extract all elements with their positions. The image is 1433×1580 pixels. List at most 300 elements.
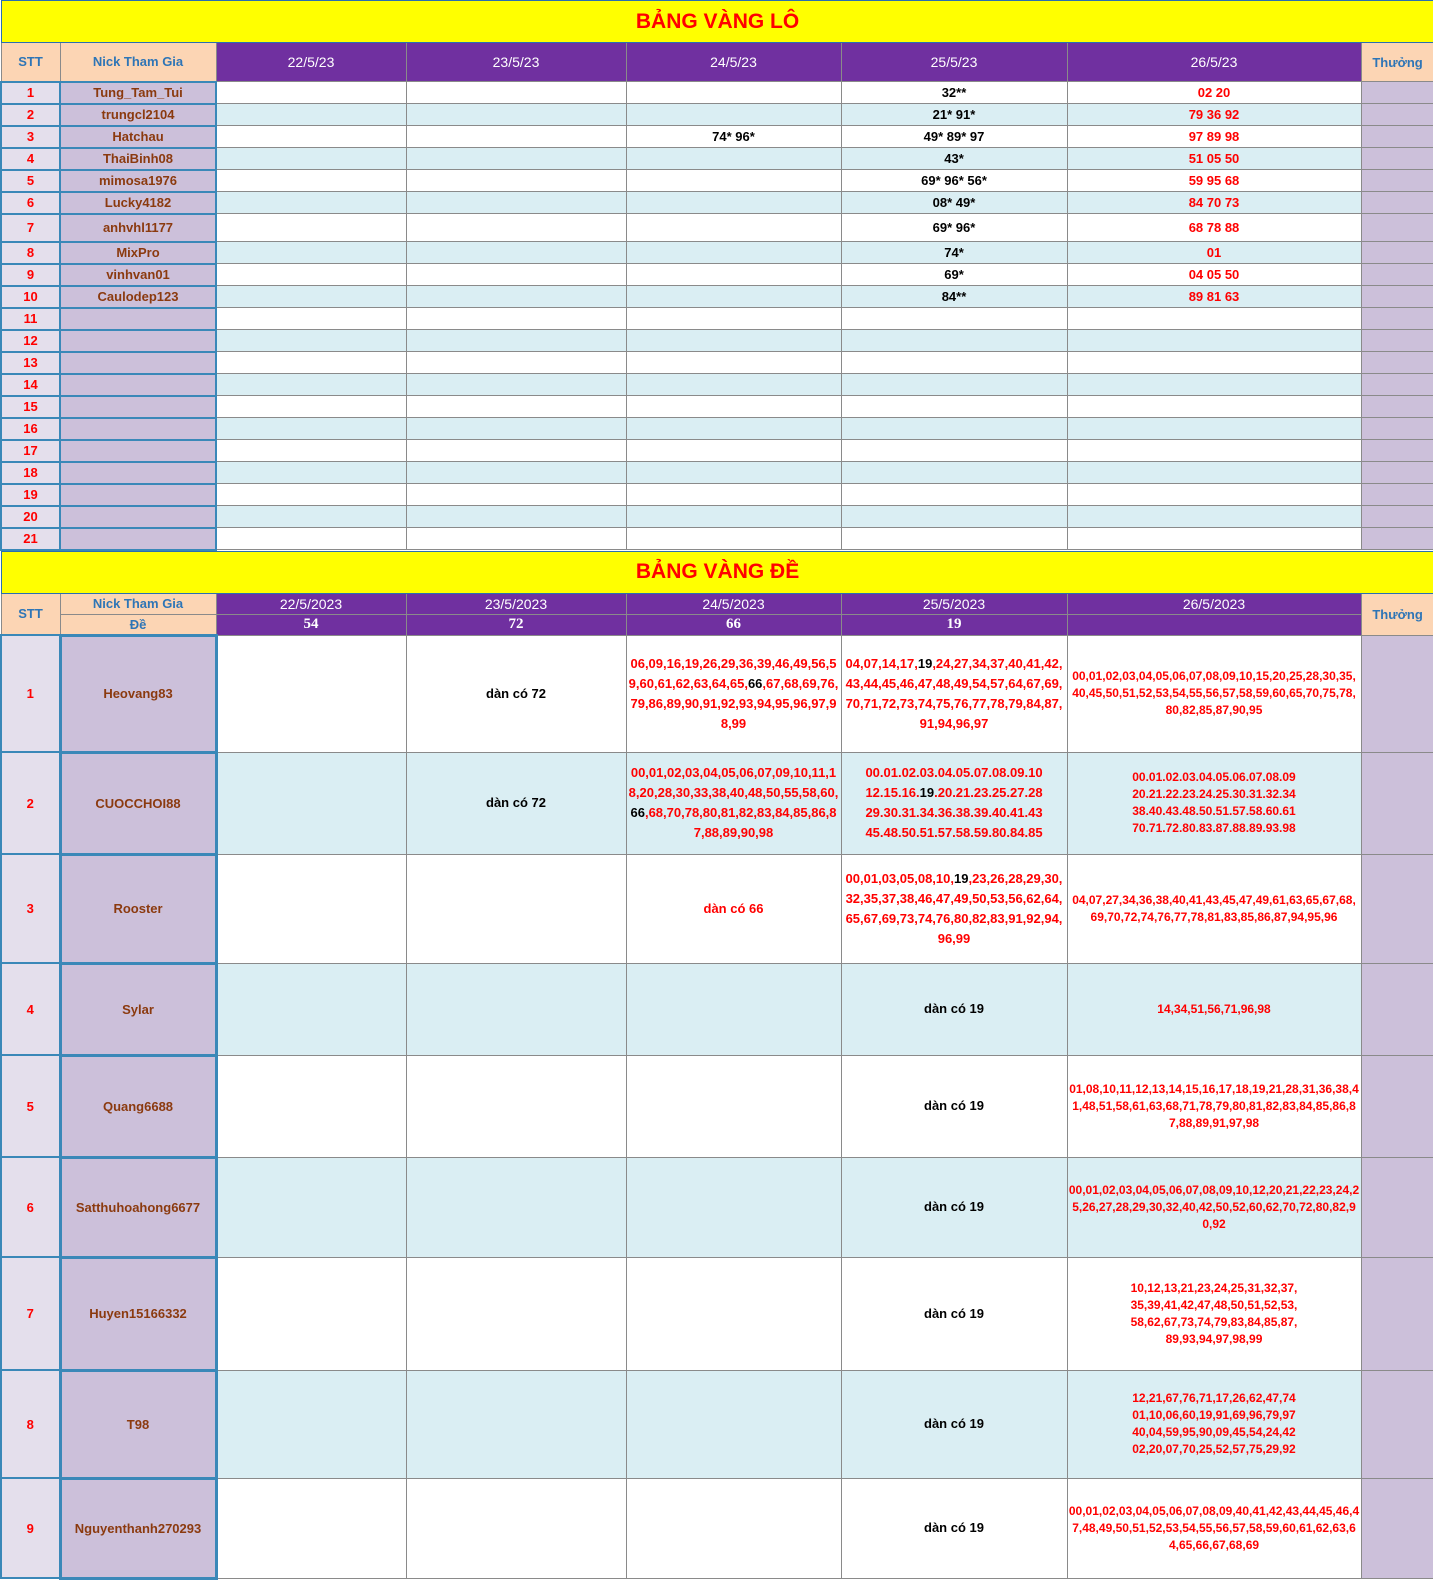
cell[interactable]	[216, 1257, 406, 1370]
cell[interactable]	[841, 418, 1067, 440]
cell[interactable]	[406, 528, 626, 550]
stt-cell[interactable]: 8	[1, 242, 60, 264]
de-col-stt[interactable]: STT	[1, 593, 60, 635]
cell[interactable]	[216, 506, 406, 528]
stt-cell[interactable]: 3	[1, 126, 60, 148]
cell[interactable]: 74* 96*	[626, 126, 841, 148]
thuong-cell[interactable]	[1361, 963, 1433, 1055]
cell[interactable]	[626, 82, 841, 104]
thuong-cell[interactable]	[1361, 192, 1433, 214]
cell[interactable]	[216, 286, 406, 308]
nick-cell[interactable]	[60, 528, 216, 550]
table-row	[1, 82, 1433, 104]
table-row	[1, 214, 1433, 242]
nick-cell[interactable]: Satthuhoahong6677	[60, 1157, 216, 1257]
cell[interactable]	[841, 374, 1067, 396]
cell[interactable]	[216, 214, 406, 242]
table-row	[1, 352, 1433, 374]
thuong-cell[interactable]	[1361, 854, 1433, 963]
stt-cell[interactable]: 6	[1, 1157, 60, 1257]
cell[interactable]	[1067, 352, 1361, 374]
cell[interactable]: dàn có 66	[626, 854, 841, 963]
cell[interactable]	[1067, 462, 1361, 484]
hit-number: 66	[747, 675, 763, 691]
cell[interactable]	[406, 126, 626, 148]
thuong-cell[interactable]	[1361, 104, 1433, 126]
stt-cell[interactable]: 13	[1, 352, 60, 374]
thuong-cell[interactable]	[1361, 506, 1433, 528]
cell[interactable]	[626, 396, 841, 418]
stt-cell[interactable]: 9	[1, 264, 60, 286]
thuong-cell[interactable]	[1361, 126, 1433, 148]
cell[interactable]	[216, 330, 406, 352]
table-row	[1, 1478, 1433, 1578]
table-row	[1, 286, 1433, 308]
cell[interactable]	[841, 308, 1067, 330]
cell[interactable]: 69*	[841, 264, 1067, 286]
nick-cell[interactable]: Quang6688	[60, 1055, 216, 1157]
stt-cell[interactable]: 21	[1, 528, 60, 550]
nick-cell[interactable]	[60, 506, 216, 528]
cell[interactable]	[626, 635, 841, 752]
number-list: ,68,70,78,80,81,82,83,84,85,86,87,88,89,90,98	[644, 805, 837, 840]
cell[interactable]: 04,07,27,34,36,38,40,41,43,45,47,49,61,63,65,67,68,69,70,72,74,76,77,78,81,83,85,86,87,94,95,96	[1067, 854, 1361, 963]
cell[interactable]: 21* 91*	[841, 104, 1067, 126]
thuong-cell[interactable]	[1361, 82, 1433, 104]
stt-cell[interactable]: 10	[1, 286, 60, 308]
cell[interactable]	[406, 396, 626, 418]
cell[interactable]	[406, 352, 626, 374]
lo-col-date[interactable]: 25/5/23	[841, 43, 1067, 82]
cell[interactable]: 08* 49*	[841, 192, 1067, 214]
nick-cell[interactable]: CUOCCHOI88	[60, 752, 216, 854]
table-row	[1, 104, 1433, 126]
table-row	[1, 396, 1433, 418]
nick-cell[interactable]	[60, 374, 216, 396]
thuong-cell[interactable]	[1361, 148, 1433, 170]
thuong-cell[interactable]	[1361, 352, 1433, 374]
de-title: BẢNG VÀNG ĐỀ	[1, 551, 1433, 593]
de-col-thuong[interactable]: Thưởng	[1361, 593, 1433, 635]
cell[interactable]	[216, 854, 406, 963]
cell[interactable]	[626, 330, 841, 352]
thuong-cell[interactable]	[1361, 242, 1433, 264]
cell[interactable]	[1067, 440, 1361, 462]
stt-cell[interactable]: 17	[1, 440, 60, 462]
lo-title: BẢNG VÀNG LÔ	[1, 1, 1433, 43]
hit-number: 19	[953, 870, 969, 886]
cell[interactable]	[216, 374, 406, 396]
cell[interactable]	[406, 214, 626, 242]
cell[interactable]	[626, 1055, 841, 1157]
cell[interactable]: 97 89 98	[1067, 126, 1361, 148]
de-col-date[interactable]: 26/5/2023	[1067, 593, 1361, 614]
lo-col-nick[interactable]: Nick Tham Gia	[60, 43, 216, 82]
cell[interactable]	[626, 506, 841, 528]
cell[interactable]	[1067, 418, 1361, 440]
stt-cell[interactable]: 15	[1, 396, 60, 418]
cell[interactable]	[216, 528, 406, 550]
cell[interactable]	[216, 752, 406, 854]
cell[interactable]	[626, 264, 841, 286]
stt-cell[interactable]: 16	[1, 418, 60, 440]
cell[interactable]	[841, 854, 1067, 963]
stt-cell[interactable]: 12	[1, 330, 60, 352]
lo-col-date[interactable]: 22/5/23	[216, 43, 406, 82]
thuong-cell[interactable]	[1361, 1055, 1433, 1157]
de-col-date[interactable]: 23/5/2023	[406, 593, 626, 614]
de-table	[0, 551, 1433, 1580]
cell[interactable]	[216, 126, 406, 148]
cell[interactable]: 51 05 50	[1067, 148, 1361, 170]
thuong-cell[interactable]	[1361, 286, 1433, 308]
cell[interactable]	[1067, 396, 1361, 418]
cell[interactable]: 00,01,02,03,04,05,06,07,08,09,10,12,20,21,22,23,24,25,26,27,28,29,30,32,40,42,50,52,60,62,70,72,80,82,90,92	[1067, 1157, 1361, 1257]
cell[interactable]: 00.01.02.03.04.05.06.07.08.09 20.21.22.23.24.25.30.31.32.34 38.40.43.48.50.51.57.58.60.61 70.71.72.80.83.87.88.89.93.98	[1067, 752, 1361, 854]
table-row	[1, 126, 1433, 148]
number-list: 00,01,02,03,04,05,06,07,09,10,11,18,20,28,30,33,38,40,48,50,55,58,60,	[628, 765, 839, 800]
cell[interactable]	[406, 506, 626, 528]
thuong-cell[interactable]	[1361, 214, 1433, 242]
cell[interactable]	[216, 170, 406, 192]
stt-cell[interactable]: 4	[1, 148, 60, 170]
stt-cell[interactable]: 7	[1, 214, 60, 242]
cell[interactable]	[1067, 506, 1361, 528]
nick-cell[interactable]	[60, 484, 216, 506]
cell[interactable]	[626, 1370, 841, 1478]
cell[interactable]	[216, 635, 406, 752]
cell[interactable]	[406, 148, 626, 170]
cell[interactable]: 69* 96* 56*	[841, 170, 1067, 192]
number-list: ,23,26,28,29,30,32,35,37,38,46,47,49,50,53,56,62,64,65,67,69,73,74,76,80,82,83,91,92,94,96,99	[845, 870, 1063, 946]
nick-cell[interactable]	[60, 462, 216, 484]
stt-cell[interactable]: 8	[1, 1370, 60, 1478]
table-row	[1, 635, 1433, 752]
cell[interactable]	[626, 374, 841, 396]
cell[interactable]	[406, 1478, 626, 1578]
stt-cell[interactable]: 7	[1, 1257, 60, 1370]
nick-cell[interactable]: Heovang83	[60, 635, 216, 752]
cell[interactable]	[216, 82, 406, 104]
cell[interactable]: 79 36 92	[1067, 104, 1361, 126]
cell[interactable]: dàn có 19	[841, 1257, 1067, 1370]
cell[interactable]	[626, 1478, 841, 1578]
cell[interactable]	[626, 418, 841, 440]
nick-cell[interactable]: Hatchau	[60, 126, 216, 148]
cell[interactable]	[216, 1055, 406, 1157]
stt-cell[interactable]: 4	[1, 963, 60, 1055]
nick-cell[interactable]: Caulodep123	[60, 286, 216, 308]
cell[interactable]	[841, 484, 1067, 506]
cell[interactable]	[216, 1478, 406, 1578]
cell[interactable]	[216, 963, 406, 1055]
cell[interactable]	[216, 308, 406, 330]
stt-cell[interactable]: 1	[1, 82, 60, 104]
cell[interactable]	[626, 214, 841, 242]
cell[interactable]	[626, 440, 841, 462]
cell[interactable]	[216, 440, 406, 462]
cell[interactable]	[1067, 528, 1361, 550]
cell[interactable]	[1067, 330, 1361, 352]
cell[interactable]: 74*	[841, 242, 1067, 264]
nick-cell[interactable]	[60, 440, 216, 462]
thuong-cell[interactable]	[1361, 752, 1433, 854]
cell[interactable]	[406, 374, 626, 396]
cell[interactable]	[626, 1157, 841, 1257]
cell[interactable]	[216, 396, 406, 418]
stt-cell[interactable]: 14	[1, 374, 60, 396]
table-row	[1, 1157, 1433, 1257]
cell[interactable]	[626, 484, 841, 506]
cell[interactable]	[216, 1370, 406, 1478]
cell[interactable]	[626, 104, 841, 126]
nick-cell[interactable]	[60, 418, 216, 440]
cell[interactable]	[626, 192, 841, 214]
number-list: 00.01.02.03.04.05.07.08.09.10 12.15.16.	[865, 765, 1043, 800]
nick-cell[interactable]	[60, 352, 216, 374]
hit-number: 66	[630, 805, 645, 820]
lo-col-date[interactable]: 23/5/23	[406, 43, 626, 82]
cell[interactable]: 00,01,02,03,04,05,06,07,08,09,10,15,20,25,28,30,35,40,45,50,51,52,53,54,55,56,57,58,59,60,65,70,75,78,80,82,85,87,90,95	[1067, 635, 1361, 752]
nick-cell[interactable]: Tung_Tam_Tui	[60, 82, 216, 104]
cell[interactable]	[626, 286, 841, 308]
cell[interactable]: 02 20	[1067, 82, 1361, 104]
stt-cell[interactable]: 11	[1, 308, 60, 330]
thuong-cell[interactable]	[1361, 635, 1433, 752]
cell[interactable]	[626, 352, 841, 374]
cell[interactable]	[841, 462, 1067, 484]
table-row	[1, 330, 1433, 352]
cell[interactable]	[626, 963, 841, 1055]
de-col-date[interactable]: 25/5/2023	[841, 593, 1067, 614]
de-col-date[interactable]: 24/5/2023	[626, 593, 841, 614]
table-row	[1, 192, 1433, 214]
cell[interactable]: dàn có 19	[841, 1055, 1067, 1157]
lo-col-date[interactable]: 24/5/23	[626, 43, 841, 82]
nick-cell[interactable]	[60, 396, 216, 418]
cell[interactable]	[626, 528, 841, 550]
thuong-cell[interactable]	[1361, 1257, 1433, 1370]
cell[interactable]: 04 05 50	[1067, 264, 1361, 286]
cell[interactable]	[216, 104, 406, 126]
cell[interactable]: 43*	[841, 148, 1067, 170]
thuong-cell[interactable]	[1361, 264, 1433, 286]
thuong-cell[interactable]	[1361, 1370, 1433, 1478]
nick-cell[interactable]: trungcl2104	[60, 104, 216, 126]
cell[interactable]	[626, 242, 841, 264]
cell[interactable]	[406, 308, 626, 330]
table-row	[1, 242, 1433, 264]
cell[interactable]	[406, 462, 626, 484]
cell[interactable]	[216, 264, 406, 286]
nick-cell[interactable]	[60, 308, 216, 330]
cell[interactable]	[406, 418, 626, 440]
cell[interactable]	[841, 352, 1067, 374]
cell[interactable]	[406, 192, 626, 214]
cell[interactable]: dàn có 72	[406, 752, 626, 854]
thuong-cell[interactable]	[1361, 1157, 1433, 1257]
cell[interactable]	[406, 330, 626, 352]
cell[interactable]	[216, 242, 406, 264]
thuong-cell[interactable]	[1361, 330, 1433, 352]
cell[interactable]	[216, 148, 406, 170]
table-row	[1, 308, 1433, 330]
stt-cell[interactable]: 19	[1, 484, 60, 506]
thuong-cell[interactable]	[1361, 528, 1433, 550]
de-result[interactable]: 72	[406, 614, 626, 635]
cell[interactable]	[626, 148, 841, 170]
cell[interactable]	[841, 506, 1067, 528]
stt-cell[interactable]: 2	[1, 104, 60, 126]
cell[interactable]	[406, 1157, 626, 1257]
cell[interactable]	[406, 1370, 626, 1478]
cell[interactable]	[216, 1157, 406, 1257]
de-result[interactable]: 19	[841, 614, 1067, 635]
cell[interactable]: 14,34,51,56,71,96,98	[1067, 963, 1361, 1055]
table-row	[1, 374, 1433, 396]
cell[interactable]	[406, 104, 626, 126]
de-col-date[interactable]: 22/5/2023	[216, 593, 406, 614]
cell[interactable]: 10,12,13,21,23,24,25,31,32,37, 35,39,41,42,47,48,50,51,52,53, 58,62,67,73,74,79,83,84,85,87, 89,93,94,97,98,99	[1067, 1257, 1361, 1370]
cell[interactable]	[406, 1257, 626, 1370]
lo-col-date[interactable]: 26/5/23	[1067, 43, 1361, 82]
cell[interactable]: 89 81 63	[1067, 286, 1361, 308]
lo-table	[0, 0, 1433, 551]
de-col-de[interactable]: Đề	[60, 614, 216, 635]
cell[interactable]: 84**	[841, 286, 1067, 308]
cell[interactable]: 59 95 68	[1067, 170, 1361, 192]
cell[interactable]	[406, 440, 626, 462]
cell[interactable]: 00,01,02,03,04,05,06,07,08,09,40,41,42,43,44,45,46,47,48,49,50,51,52,53,54,55,56,57,58,59,60,61,62,63,64,65,66,67,68,69	[1067, 1478, 1361, 1578]
nick-cell[interactable]: Lucky4182	[60, 192, 216, 214]
stt-cell[interactable]: 5	[1, 1055, 60, 1157]
stt-cell[interactable]: 5	[1, 170, 60, 192]
cell[interactable]	[841, 396, 1067, 418]
thuong-cell[interactable]	[1361, 308, 1433, 330]
nick-cell[interactable]: anhvhl1177	[60, 214, 216, 242]
table-row	[1, 1055, 1433, 1157]
cell[interactable]: dàn có 19	[841, 1478, 1067, 1578]
cell[interactable]	[216, 418, 406, 440]
cell[interactable]	[406, 854, 626, 963]
lo-col-thuong[interactable]: Thưởng	[1361, 43, 1433, 82]
cell[interactable]	[626, 170, 841, 192]
cell[interactable]	[216, 462, 406, 484]
table-row	[1, 1257, 1433, 1370]
cell[interactable]	[626, 308, 841, 330]
nick-cell[interactable]	[60, 330, 216, 352]
stt-cell[interactable]: 18	[1, 462, 60, 484]
cell[interactable]: 01,08,10,11,12,13,14,15,16,17,18,19,21,28,31,36,38,41,48,51,58,61,63,68,71,78,79,80,81,82,83,84,85,86,87,88,89,91,97,98	[1067, 1055, 1361, 1157]
cell[interactable]: 01	[1067, 242, 1361, 264]
de-result[interactable]: 66	[626, 614, 841, 635]
cell[interactable]	[406, 1055, 626, 1157]
cell[interactable]: 32**	[841, 82, 1067, 104]
thuong-cell[interactable]	[1361, 374, 1433, 396]
number-list: ,67,68,69,76,79,86,89,90,91,92,93,94,95,96,97,98,99	[630, 675, 839, 731]
cell[interactable]	[216, 192, 406, 214]
table-row	[1, 148, 1433, 170]
cell[interactable]	[841, 752, 1067, 854]
number-list: ,24,27,34,37,40,41,42,43,44,45,46,47,48,49,54,57,64,67,69,70,71,72,73,74,75,76,77,78,79,84,87,91,94,96,97	[845, 655, 1063, 731]
hit-number: 19	[919, 785, 935, 800]
table-row	[1, 854, 1433, 963]
nick-cell[interactable]: T98	[60, 1370, 216, 1478]
cell[interactable]	[406, 170, 626, 192]
cell[interactable]: 49* 89* 97	[841, 126, 1067, 148]
thuong-cell[interactable]	[1361, 440, 1433, 462]
cell[interactable]	[1067, 484, 1361, 506]
thuong-cell[interactable]	[1361, 418, 1433, 440]
nick-cell[interactable]: Nguyenthanh270293	[60, 1478, 216, 1578]
nick-cell[interactable]: Sylar	[60, 963, 216, 1055]
cell[interactable]	[406, 242, 626, 264]
de-col-nick[interactable]: Nick Tham Gia	[60, 593, 216, 614]
cell[interactable]	[1067, 374, 1361, 396]
cell[interactable]	[406, 484, 626, 506]
cell[interactable]	[406, 286, 626, 308]
cell[interactable]: 12,21,67,76,71,17,26,62,47,74 01,10,06,60,19,91,69,96,79,97 40,04,59,95,90,09,45,54,24,42 02,20,07,70,25,52,57,75,29,92	[1067, 1370, 1361, 1478]
table-row	[1, 264, 1433, 286]
stt-cell[interactable]: 2	[1, 752, 60, 854]
lo-col-stt[interactable]: STT	[1, 43, 60, 82]
stt-cell[interactable]: 9	[1, 1478, 60, 1578]
cell[interactable]: dàn có 19	[841, 1157, 1067, 1257]
nick-cell[interactable]: Rooster	[60, 854, 216, 963]
cell[interactable]	[841, 440, 1067, 462]
cell[interactable]	[406, 264, 626, 286]
nick-cell[interactable]: mimosa1976	[60, 170, 216, 192]
cell[interactable]: 69* 96*	[841, 214, 1067, 242]
cell[interactable]	[841, 528, 1067, 550]
cell[interactable]: 68 78 88	[1067, 214, 1361, 242]
cell[interactable]	[841, 635, 1067, 752]
thuong-cell[interactable]	[1361, 484, 1433, 506]
number-list: .20.21.23.25.27.28 29.30.31.34.36.38.39.40.41.43 45.48.50.51.57.58.59.80.84.85	[865, 785, 1043, 840]
cell[interactable]	[841, 330, 1067, 352]
cell[interactable]	[626, 462, 841, 484]
cell[interactable]	[216, 352, 406, 374]
cell[interactable]: dàn có 19	[841, 1370, 1067, 1478]
thuong-cell[interactable]	[1361, 462, 1433, 484]
stt-cell[interactable]: 1	[1, 635, 60, 752]
cell[interactable]: dàn có 19	[841, 963, 1067, 1055]
cell[interactable]	[626, 752, 841, 854]
table-row	[1, 752, 1433, 854]
thuong-cell[interactable]	[1361, 396, 1433, 418]
cell[interactable]: 84 70 73	[1067, 192, 1361, 214]
stt-cell[interactable]: 20	[1, 506, 60, 528]
nick-cell[interactable]: MixPro	[60, 242, 216, 264]
cell[interactable]	[626, 1257, 841, 1370]
stt-cell[interactable]: 3	[1, 854, 60, 963]
cell[interactable]	[406, 963, 626, 1055]
thuong-cell[interactable]	[1361, 170, 1433, 192]
cell[interactable]	[216, 484, 406, 506]
cell[interactable]	[1067, 308, 1361, 330]
table-row	[1, 440, 1433, 462]
de-result[interactable]: 54	[216, 614, 406, 635]
cell[interactable]: dàn có 72	[406, 635, 626, 752]
nick-cell[interactable]: Huyen15166332	[60, 1257, 216, 1370]
nick-cell[interactable]: vinhvan01	[60, 264, 216, 286]
nick-cell[interactable]: ThaiBinh08	[60, 148, 216, 170]
cell[interactable]	[406, 82, 626, 104]
table-row	[1, 418, 1433, 440]
de-result[interactable]	[1067, 614, 1361, 635]
stt-cell[interactable]: 6	[1, 192, 60, 214]
thuong-cell[interactable]	[1361, 1478, 1433, 1578]
